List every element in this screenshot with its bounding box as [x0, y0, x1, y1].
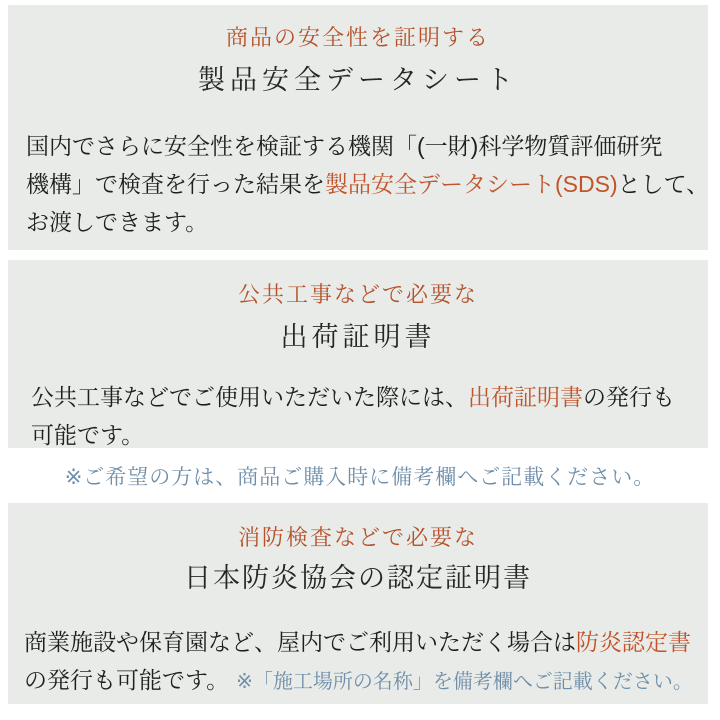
highlight-text: 防炎認定書 [576, 629, 691, 655]
section-label: 公共工事などで必要な [237, 283, 478, 308]
card-flameproof-certificate [8, 503, 708, 704]
highlight-text: 製品安全データシート(SDS) [325, 171, 618, 197]
section-label: 商品の安全性を証明する [225, 26, 490, 51]
section-title: 日本防炎協会の認定証明書 [184, 563, 532, 594]
body-line [24, 661, 692, 701]
body-text: お渡しできます。 [26, 209, 209, 235]
body-text: の発行も [583, 384, 675, 410]
purchase-note: ※ご希望の方は、商品ご購入時に備考欄へご記載ください。 [64, 465, 656, 489]
body-text: として、 [617, 171, 710, 197]
highlight-text: 出荷証明書 [468, 384, 583, 410]
body-text: 機構」で検査を行った結果を [26, 171, 325, 197]
section-title: 製品安全データシート [198, 65, 518, 96]
body-text: 公共工事などでご使用いただいた際には、 [31, 384, 468, 410]
site-name-note: ※「施工場所の名称」を備考欄へご記載ください。 [236, 671, 693, 693]
body-text: 商業施設や保育園など、屋内でご利用いただく場合は [24, 629, 576, 655]
section-title: 出荷証明書 [280, 322, 436, 353]
card-product-safety-data-sheet [8, 5, 708, 250]
body-line [26, 165, 710, 203]
section-body [23, 127, 710, 241]
body-text: 国内でさらに安全性を検証する機関「(一財)科学物質評価研究 [26, 133, 663, 159]
purchase-note-band [0, 448, 720, 503]
body-line [26, 127, 690, 165]
body-line [26, 203, 690, 241]
body-line [31, 378, 685, 416]
section-body [23, 623, 693, 701]
body-text: の発行も可能です。 [24, 667, 230, 693]
card-shipment-certificate [8, 260, 708, 448]
section-label: 消防検査などで必要な [237, 526, 478, 551]
section-body [23, 378, 693, 454]
body-text: 可能です。 [31, 422, 145, 448]
body-line [24, 623, 692, 661]
